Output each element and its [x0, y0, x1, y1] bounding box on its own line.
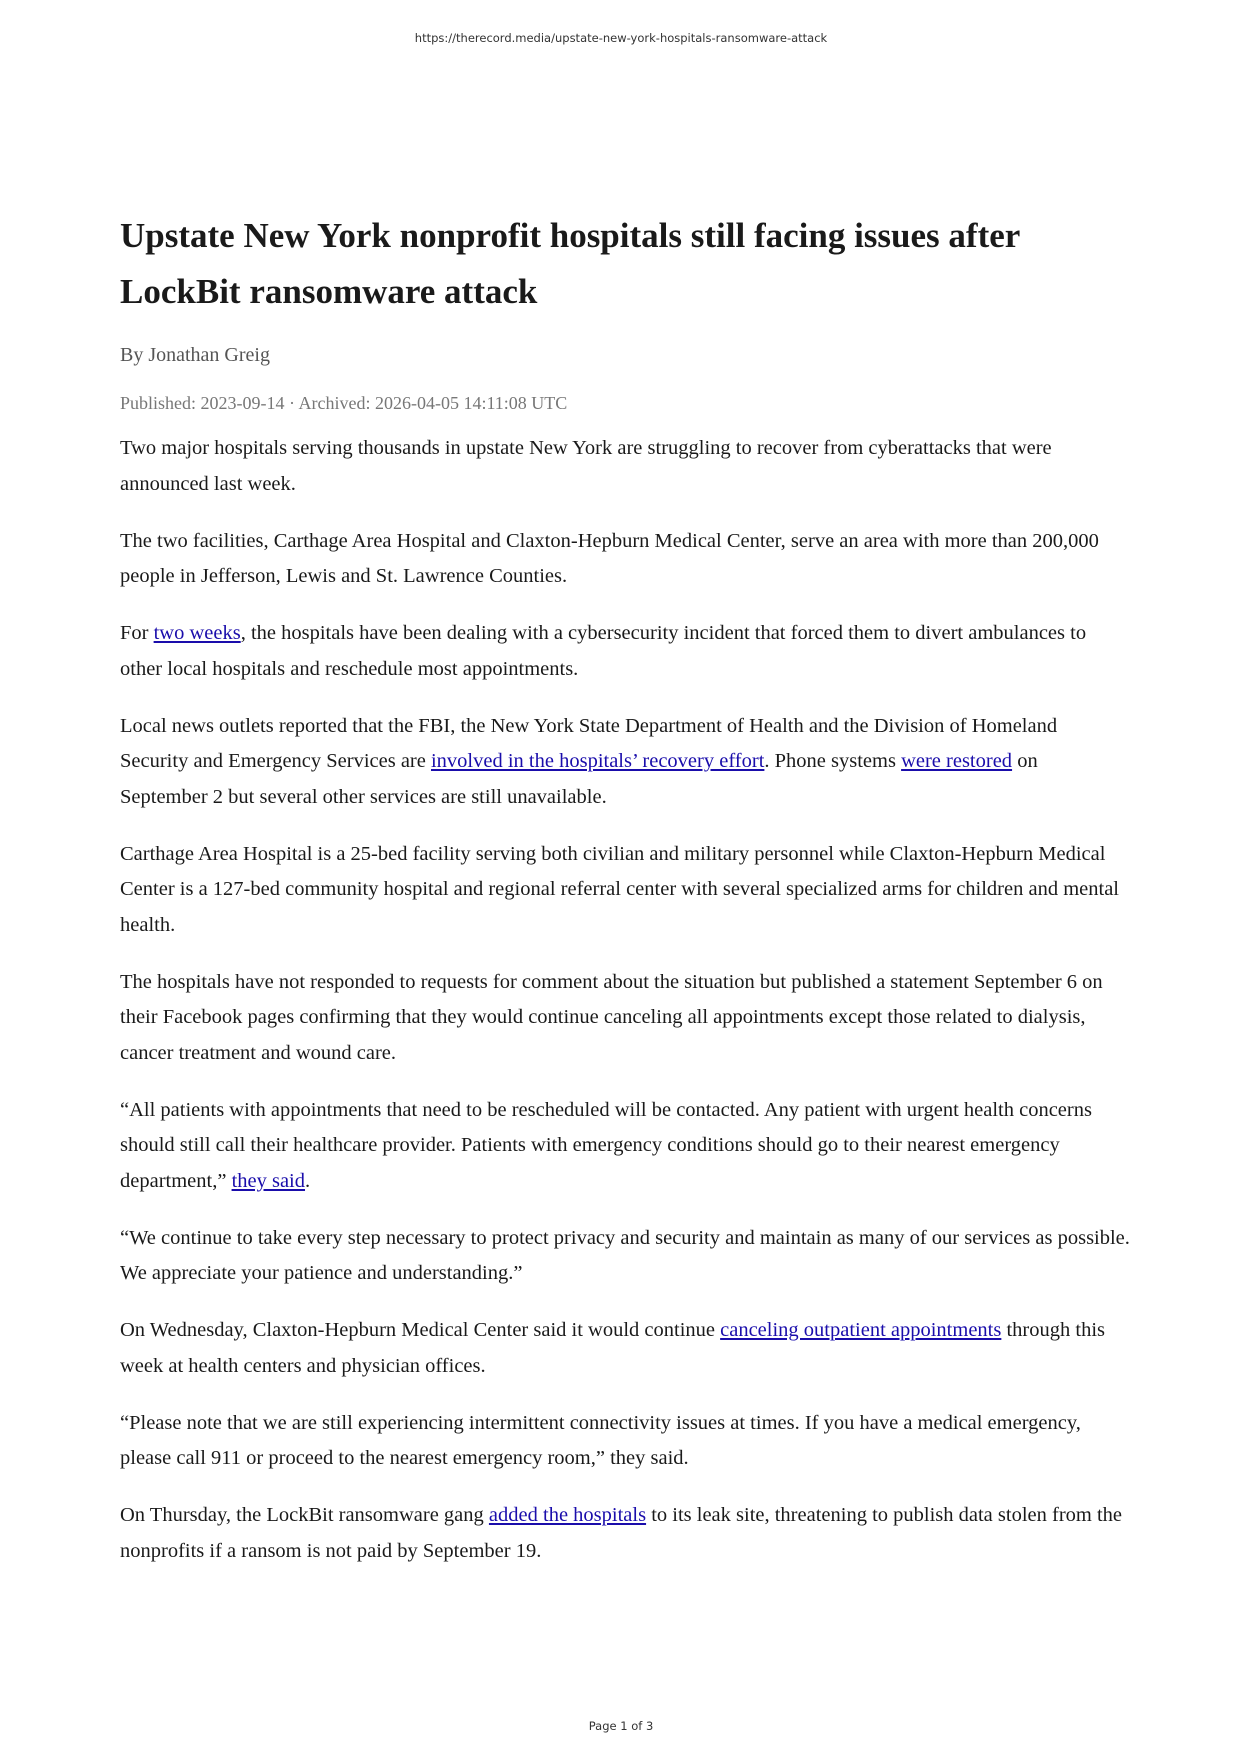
paragraph-8: “We continue to take every step necessary to protect privacy and security and maintain as many of our services as possible. We appreciate your patience and understanding.”: [120, 1226, 1130, 1284]
paragraph-4: [120, 709, 1130, 816]
paragraph-2: The two facilities, Carthage Area Hospital and Claxton-Hepburn Medical Center, serve an area with more than 200,000 people in Jefferson, Lewis and St. Lawrence Counties.: [120, 529, 1099, 587]
paragraph-text: . Phone systems: [764, 750, 902, 772]
paragraph-text: to its leak site, threatening to publish data stolen from the nonprofits if a ransom is not paid by September 19.: [120, 1504, 1123, 1562]
paragraph-text: through this week at health centers and physician offices.: [120, 1319, 1106, 1377]
paragraph-text: .: [305, 1169, 311, 1192]
article-byline: By Jonathan Greig: [120, 344, 270, 366]
paragraph-text: , the hospitals have been dealing with a cybersecurity incident that forced them to divert ambulances to other local hospitals and reschedule most appointments.: [120, 622, 1087, 680]
link-canceling-outpatient-appointments[interactable]: canceling outpatient appointments: [720, 1319, 1002, 1341]
paragraph-text: Local news outlets reported that the FBI, the New York State Department of Health and the Division of Homeland Security and Emergency Services are: [120, 714, 1058, 772]
article-body: [120, 431, 1130, 1569]
paragraph-text: “All patients with appointments that need to be rescheduled will be contacted. Any patient with urgent health concerns should still call their healthcare provider. Patients with emergency conditions should go to their nearest emergency department,”: [120, 1098, 1092, 1192]
paragraph-7: [120, 1093, 1130, 1200]
paragraph-3: [120, 616, 1130, 687]
link-they-said[interactable]: they said: [231, 1169, 306, 1192]
link-added-the-hospitals[interactable]: added the hospitals: [488, 1504, 647, 1526]
paragraph-text: on September 2 but several other services are still unavailable.: [120, 750, 1038, 808]
page-number: Page 1 of 3: [588, 1719, 654, 1733]
link-recovery-effort[interactable]: involved in the hospitals’ recovery effort: [430, 750, 765, 772]
paragraph-6: The hospitals have not responded to requests for comment about the situation but published a statement September 6 on their Facebook pages confirming that they would continue canceling all appointments except those related to dialysis, cancer treatment and wound care.: [120, 970, 1103, 1064]
paragraph-11: [120, 1498, 1130, 1569]
paragraph-text: On Wednesday, Claxton-Hepburn Medical Center said it would continue: [120, 1319, 721, 1341]
article-title: Upstate New York nonprofit hospitals still facing issues after LockBit ransomware attack: [120, 216, 1020, 311]
article: [120, 208, 1130, 1591]
paragraph-10: “Please note that we are still experiencing intermittent connectivity issues at times. If you have a medical emergency, please call 911 or proceed to the nearest emergency room,” they said.: [120, 1411, 1081, 1469]
paragraph-9: [120, 1313, 1130, 1384]
paragraph-5: Carthage Area Hospital is a 25-bed facility serving both civilian and military personnel while Claxton-Hepburn Medical Center is a 127-bed community hospital and regional referral center with several specialized arms for children and mental health.: [120, 842, 1119, 936]
page-url-header: https://therecord.media/upstate-new-york-hospitals-ransomware-attack: [414, 31, 828, 45]
article-meta: Published: 2023-09-14 · Archived: 2026-04-05 14:11:08 UTC: [120, 393, 568, 413]
paragraph-text: On Thursday, the LockBit ransomware gang: [120, 1504, 489, 1526]
link-two-weeks[interactable]: two weeks: [153, 622, 241, 644]
paragraph-text: For: [120, 622, 154, 644]
paragraph-1: Two major hospitals serving thousands in upstate New York are struggling to recover from cyberattacks that were announced last week.: [120, 437, 1052, 495]
link-were-restored[interactable]: were restored: [901, 750, 1013, 772]
